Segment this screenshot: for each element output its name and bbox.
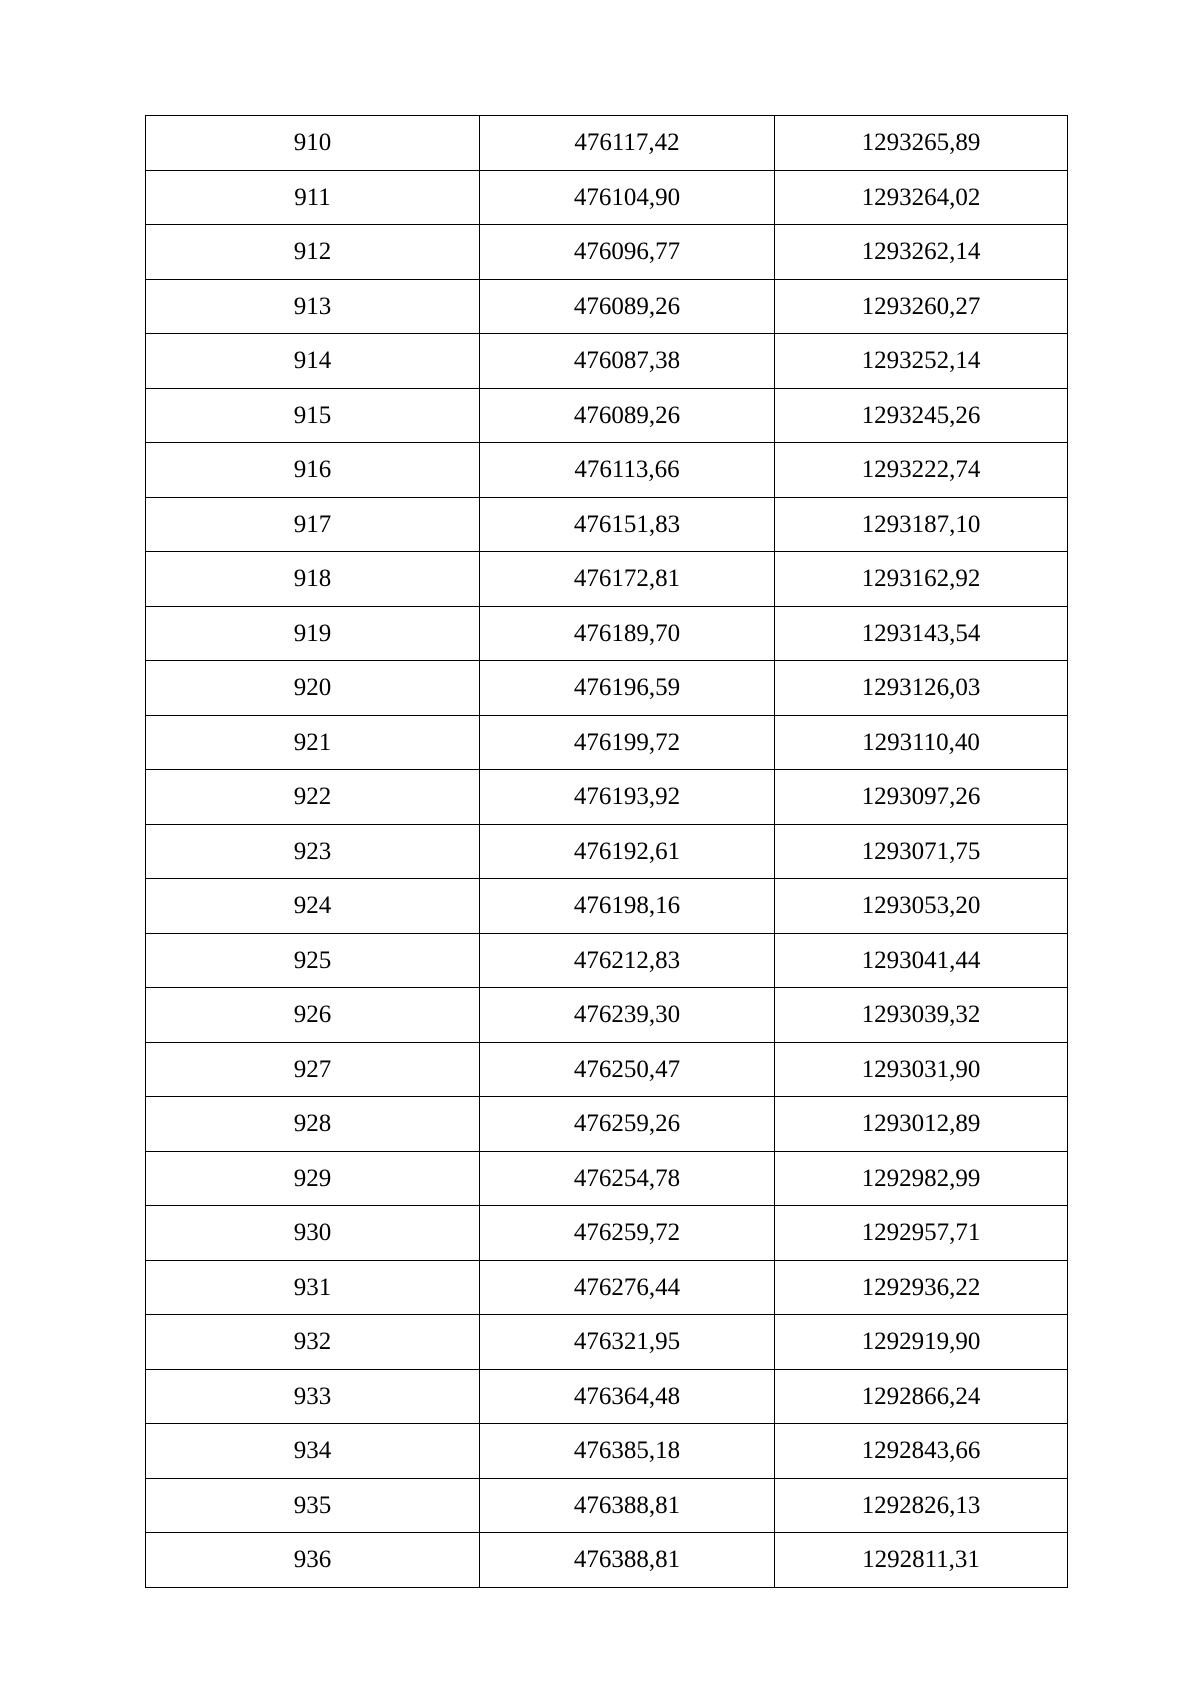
y-coordinate-cell: 1293039,32 [775, 988, 1068, 1043]
x-coordinate-cell: 476198,16 [480, 879, 775, 934]
x-coordinate-cell: 476189,70 [480, 606, 775, 661]
y-coordinate-cell: 1293222,74 [775, 443, 1068, 498]
point-number-cell: 910 [146, 116, 480, 171]
point-number-cell: 916 [146, 443, 480, 498]
x-coordinate-cell: 476250,47 [480, 1042, 775, 1097]
point-number-cell: 913 [146, 279, 480, 334]
x-coordinate-cell: 476087,38 [480, 334, 775, 389]
point-number-cell: 920 [146, 661, 480, 716]
y-coordinate-cell: 1293265,89 [775, 116, 1068, 171]
table-row [146, 225, 1068, 280]
y-coordinate-cell: 1293162,92 [775, 552, 1068, 607]
point-number-cell: 935 [146, 1478, 480, 1533]
point-number-cell: 933 [146, 1369, 480, 1424]
x-coordinate-cell: 476259,72 [480, 1206, 775, 1261]
y-coordinate-cell: 1292982,99 [775, 1151, 1068, 1206]
x-coordinate-cell: 476096,77 [480, 225, 775, 280]
table-row [146, 1369, 1068, 1424]
table-row [146, 1478, 1068, 1533]
table-row [146, 279, 1068, 334]
table-row [146, 1097, 1068, 1152]
x-coordinate-cell: 476276,44 [480, 1260, 775, 1315]
x-coordinate-cell: 476151,83 [480, 497, 775, 552]
y-coordinate-cell: 1292843,66 [775, 1424, 1068, 1479]
y-coordinate-cell: 1293071,75 [775, 824, 1068, 879]
x-coordinate-cell: 476193,92 [480, 770, 775, 825]
table-row [146, 388, 1068, 443]
point-number-cell: 926 [146, 988, 480, 1043]
y-coordinate-cell: 1293264,02 [775, 170, 1068, 225]
table-row [146, 443, 1068, 498]
table-row [146, 715, 1068, 770]
x-coordinate-cell: 476388,81 [480, 1533, 775, 1588]
table-row [146, 1151, 1068, 1206]
y-coordinate-cell: 1292957,71 [775, 1206, 1068, 1261]
x-coordinate-cell: 476104,90 [480, 170, 775, 225]
x-coordinate-cell: 476254,78 [480, 1151, 775, 1206]
y-coordinate-cell: 1292826,13 [775, 1478, 1068, 1533]
table-row [146, 824, 1068, 879]
point-number-cell: 924 [146, 879, 480, 934]
y-coordinate-cell: 1293053,20 [775, 879, 1068, 934]
x-coordinate-cell: 476259,26 [480, 1097, 775, 1152]
x-coordinate-cell: 476364,48 [480, 1369, 775, 1424]
table-row [146, 116, 1068, 171]
x-coordinate-cell: 476192,61 [480, 824, 775, 879]
y-coordinate-cell: 1292811,31 [775, 1533, 1068, 1588]
x-coordinate-cell: 476321,95 [480, 1315, 775, 1370]
y-coordinate-cell: 1293097,26 [775, 770, 1068, 825]
point-number-cell: 914 [146, 334, 480, 389]
point-number-cell: 919 [146, 606, 480, 661]
coordinates-table [145, 115, 1068, 1588]
point-number-cell: 918 [146, 552, 480, 607]
point-number-cell: 921 [146, 715, 480, 770]
table-row [146, 933, 1068, 988]
point-number-cell: 930 [146, 1206, 480, 1261]
y-coordinate-cell: 1293245,26 [775, 388, 1068, 443]
point-number-cell: 927 [146, 1042, 480, 1097]
table-row [146, 1315, 1068, 1370]
x-coordinate-cell: 476172,81 [480, 552, 775, 607]
x-coordinate-cell: 476385,18 [480, 1424, 775, 1479]
y-coordinate-cell: 1293041,44 [775, 933, 1068, 988]
table-row [146, 1260, 1068, 1315]
table-row [146, 770, 1068, 825]
y-coordinate-cell: 1293262,14 [775, 225, 1068, 280]
table-row [146, 1424, 1068, 1479]
point-number-cell: 923 [146, 824, 480, 879]
x-coordinate-cell: 476117,42 [480, 116, 775, 171]
y-coordinate-cell: 1292866,24 [775, 1369, 1068, 1424]
point-number-cell: 932 [146, 1315, 480, 1370]
y-coordinate-cell: 1292919,90 [775, 1315, 1068, 1370]
y-coordinate-cell: 1293031,90 [775, 1042, 1068, 1097]
table-row [146, 988, 1068, 1043]
point-number-cell: 911 [146, 170, 480, 225]
point-number-cell: 928 [146, 1097, 480, 1152]
point-number-cell: 929 [146, 1151, 480, 1206]
y-coordinate-cell: 1293252,14 [775, 334, 1068, 389]
table-row [146, 170, 1068, 225]
x-coordinate-cell: 476212,83 [480, 933, 775, 988]
coordinates-table-body [146, 116, 1068, 1588]
y-coordinate-cell: 1293143,54 [775, 606, 1068, 661]
point-number-cell: 931 [146, 1260, 480, 1315]
point-number-cell: 934 [146, 1424, 480, 1479]
table-row [146, 497, 1068, 552]
x-coordinate-cell: 476196,59 [480, 661, 775, 716]
y-coordinate-cell: 1293260,27 [775, 279, 1068, 334]
x-coordinate-cell: 476388,81 [480, 1478, 775, 1533]
point-number-cell: 915 [146, 388, 480, 443]
point-number-cell: 925 [146, 933, 480, 988]
y-coordinate-cell: 1293126,03 [775, 661, 1068, 716]
y-coordinate-cell: 1293110,40 [775, 715, 1068, 770]
x-coordinate-cell: 476089,26 [480, 388, 775, 443]
y-coordinate-cell: 1293012,89 [775, 1097, 1068, 1152]
x-coordinate-cell: 476199,72 [480, 715, 775, 770]
x-coordinate-cell: 476113,66 [480, 443, 775, 498]
table-row [146, 334, 1068, 389]
point-number-cell: 936 [146, 1533, 480, 1588]
table-row [146, 606, 1068, 661]
table-row [146, 879, 1068, 934]
point-number-cell: 912 [146, 225, 480, 280]
table-row [146, 661, 1068, 716]
table-row [146, 1206, 1068, 1261]
point-number-cell: 922 [146, 770, 480, 825]
point-number-cell: 917 [146, 497, 480, 552]
table-row [146, 1042, 1068, 1097]
table-row [146, 552, 1068, 607]
y-coordinate-cell: 1293187,10 [775, 497, 1068, 552]
x-coordinate-cell: 476239,30 [480, 988, 775, 1043]
table-row [146, 1533, 1068, 1588]
y-coordinate-cell: 1292936,22 [775, 1260, 1068, 1315]
x-coordinate-cell: 476089,26 [480, 279, 775, 334]
